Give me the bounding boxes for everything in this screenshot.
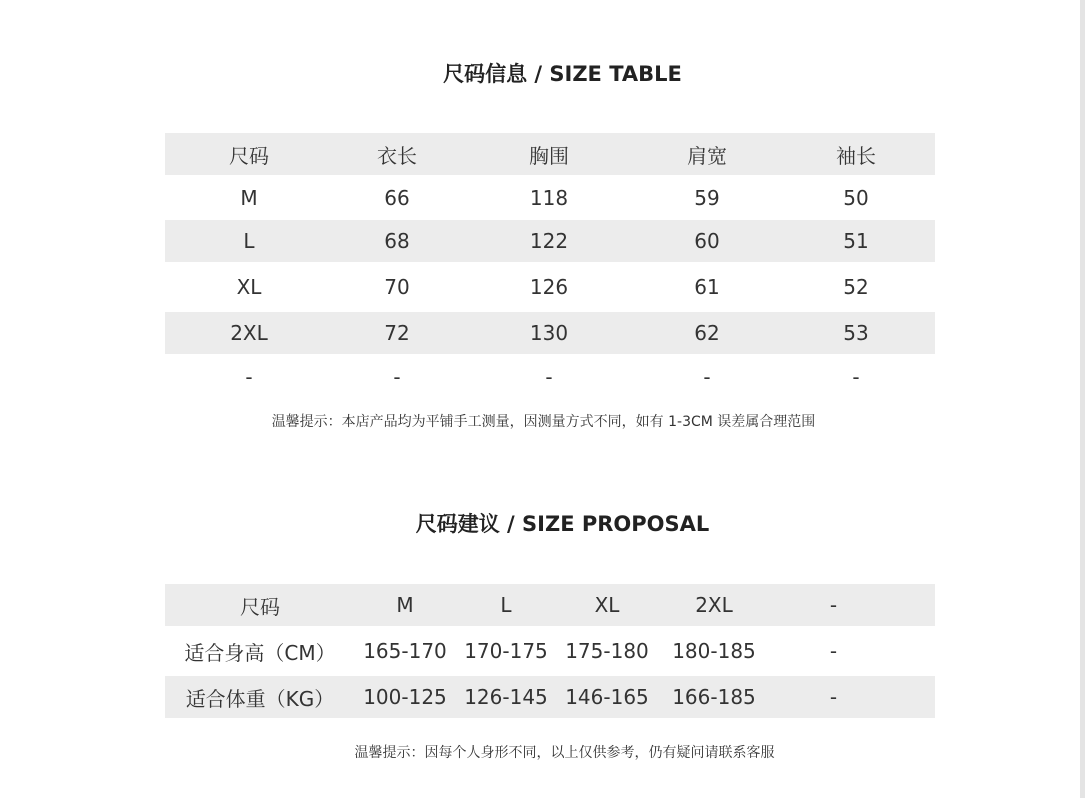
header-cell-sleeve: 袖长 <box>836 143 876 168</box>
table-cell: XL <box>236 275 262 299</box>
table-row <box>165 626 935 676</box>
table-cell: 146-165 <box>565 685 649 709</box>
table-cell: 166-185 <box>672 685 756 709</box>
table-cell: - <box>545 364 553 389</box>
table-cell: 118 <box>529 185 569 210</box>
table-row <box>165 354 935 399</box>
row-label-height: 适合身高（CM） <box>184 640 336 665</box>
size-proposal-tip: 温馨提示：因每个人身形不同，以上仅供参考，仍有疑问请联系客服 <box>354 745 775 761</box>
proposal-header-row <box>165 584 935 626</box>
header-cell-m: M <box>396 593 414 617</box>
header-cell-size: 尺码 <box>240 594 280 619</box>
table-cell: 61 <box>694 275 720 299</box>
table-cell: 170-175 <box>464 639 548 663</box>
table-cell: 70 <box>384 275 410 299</box>
table-cell: 68 <box>384 229 410 253</box>
table-cell: L <box>243 229 255 253</box>
size-table-tip: 温馨提示：本店产品均为平铺手工测量，因测量方式不同，如有 1-3CM 误差属合理范围 <box>271 414 816 430</box>
table-cell: 175-180 <box>565 639 649 663</box>
table-cell: 122 <box>529 229 569 253</box>
table-cell: M <box>240 185 258 210</box>
table-cell: 52 <box>843 275 869 299</box>
table-cell: 72 <box>384 321 410 345</box>
table-cell: 53 <box>843 321 869 345</box>
table-cell: - <box>245 364 253 389</box>
table-cell: 62 <box>694 321 720 345</box>
table-row <box>165 175 935 220</box>
table-cell: - <box>852 364 860 389</box>
table-row <box>165 220 935 262</box>
size-table-title: 尺码信息 / SIZE TABLE <box>443 62 682 86</box>
header-cell-chest: 胸围 <box>529 143 569 168</box>
table-cell: - <box>703 364 711 389</box>
table-cell: 100-125 <box>363 685 447 709</box>
table-row <box>165 312 935 354</box>
table-cell: - <box>829 639 838 663</box>
table-row <box>165 262 935 312</box>
size-proposal-title: 尺码建议 / SIZE PROPOSAL <box>415 512 710 536</box>
header-cell-size: 尺码 <box>229 143 269 168</box>
table-cell: - <box>829 685 838 709</box>
header-cell-shoulder: 肩宽 <box>687 143 727 168</box>
header-cell-2xl: 2XL <box>695 593 733 617</box>
header-cell-dash: - <box>829 593 838 617</box>
table-cell: 50 <box>843 185 869 210</box>
table-cell: 66 <box>384 185 410 210</box>
table-cell: 60 <box>694 229 720 253</box>
size-proposal-table <box>165 584 935 718</box>
header-cell-length: 衣长 <box>377 143 417 168</box>
table-cell: 51 <box>843 229 869 253</box>
scrollbar[interactable] <box>1080 0 1085 798</box>
header-cell-xl: XL <box>594 593 620 617</box>
size-table-header-row <box>165 133 935 175</box>
table-cell: 126 <box>529 275 569 299</box>
table-cell: - <box>393 364 401 389</box>
table-cell: 180-185 <box>672 639 756 663</box>
row-label-weight: 适合体重（KG） <box>185 686 335 711</box>
table-cell: 126-145 <box>464 685 548 709</box>
table-row <box>165 676 935 718</box>
size-table <box>165 133 935 399</box>
table-cell: 2XL <box>230 321 268 345</box>
header-cell-l: L <box>500 593 512 617</box>
table-cell: 59 <box>694 185 720 210</box>
table-cell: 130 <box>529 321 569 345</box>
table-cell: 165-170 <box>363 639 447 663</box>
